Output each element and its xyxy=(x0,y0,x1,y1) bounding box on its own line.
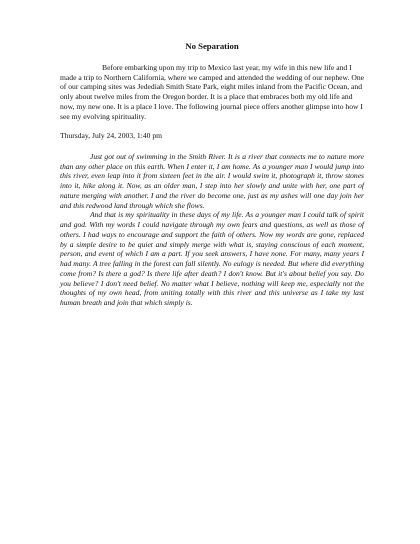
intro-paragraph: Before embarking upon my trip to Mexico last year, my wife in this new life and I made a trip to Northern California, where we camped and attended the wedding of our nephew. One of our camping sites was Jedediah Smith State Park, eight miles inland from the Pacific Ocean, and only about twelve miles from the Oregon border. It is a place that embraces both my old life and now, my new one. It is a place I love. The following journal piece offers another glimpse into how I see my evolving spirituality. xyxy=(60,63,364,121)
page-title: No Separation xyxy=(185,41,239,51)
journal-paragraph-2: And that is my spirituality in these days of my life. As a younger man I could talk of spirit and god. With my words I could navigate through my own fears and questions, as well as those of others. I had ways to encourage and support the faith of others. Now my words are gone, replaced by a simple desire to be quiet and simply merge with what is, staying conscious of each moment, person, and event of which I am a part. If you seek answers, I have none. For many, many years I had many. A tree falling in the forest can fall silently. No eulogy is needed. But where did everything come from? Is there a god? Is there life after death? I don't know. But it's about belief you say. Do you believe? I don't need belief. No matter what I believe, nothing will keep me, especially not the thoughts of my own head, from uniting totally with this river and this universe as I take my last human breath and join that which simply is. xyxy=(60,210,364,308)
journal-entry xyxy=(60,152,364,308)
journal-paragraph-1: Just got out of swimming in the Smith River. It is a river that connects me to nature more than any other place on this earth. When I enter it, I am home. As a younger man I would jump into this river, even leap into it from sixteen feet in the air. I would swim it, photograph it, throw stones into it, hike along it. Now, as an older man, I step into her slowly and unite with her, one part of nature merging with another. I and the river do become one, just as my ashes will one day join her and this redwood land through which she flows. xyxy=(60,151,364,210)
journal-date: Thursday, July 24, 2003, 1:40 pm xyxy=(60,131,163,141)
